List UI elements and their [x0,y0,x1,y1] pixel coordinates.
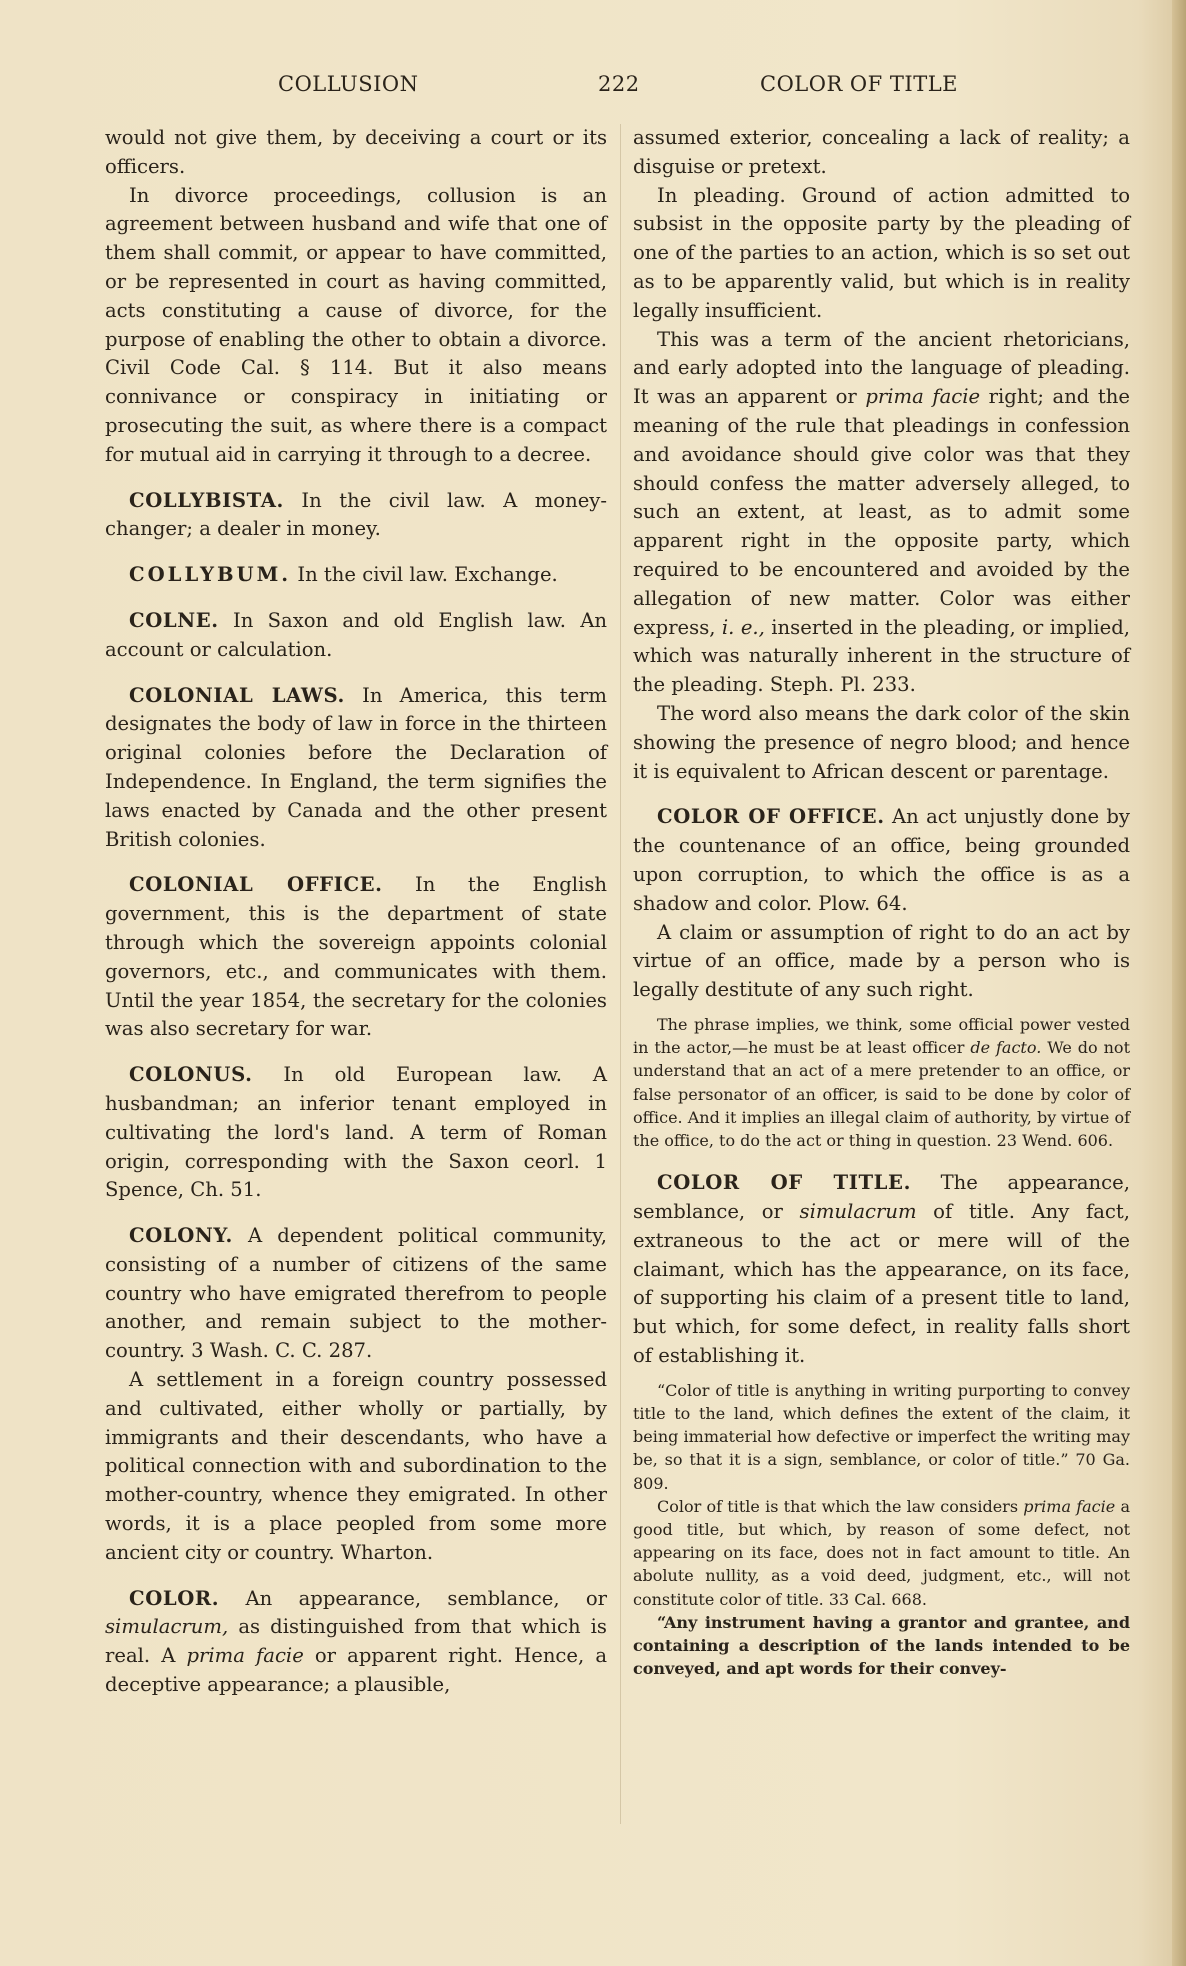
definition: An act unjustly done by the countenance of an office, being grounded upon corruption, to which the office is as a shadow and color. Plow. 64. [633,805,1130,915]
note-part: We do not understand that an act of a mere pretender to an office, or false personator of an officer, is said to be done by color of office. And it implies an illegal claim of authority, by virtue of the office, to do the act or thing in question. 23 Wend. 606. [633,1038,1130,1150]
definition: In the civil law. Exchange. [297,563,558,587]
entry-collybum [105,561,607,590]
definition: In the civil law. A money-changer; a dealer in money. [105,488,607,541]
text-part: right; and the meaning of the rule that pleadings in confession and avoidance should give color was that they should confess the matter adversely alleged, to such an extent, at least, as to admit some apparent right in the opposite party, which required to be encountered and avoided by the allegation of new matter. Color was either express, [633,385,1131,639]
definition: In Saxon and old English law. An account or calculation. [105,608,607,661]
headword: COLLYBISTA. [129,488,284,512]
entry-colony [105,1222,607,1366]
entry-colonus [105,1061,607,1205]
definition: In America, this term designates the body of law in force in the thirteen original colonies before the Declaration of Independence. In England, the term signifies the laws enacted by Canada and the other present British colonies. [105,683,607,851]
definition-part: as distinguished from that which is real. A [105,1615,607,1668]
left-column [105,124,607,1700]
color-of-office-note [633,1013,1130,1152]
note-italic: de facto. [970,1038,1042,1058]
definition: In the English government, this is the department of state through which the sovereign appoints colonial governors, etc., and communicates with them. Until the year 1854, the secretary for the colonies was also secretary for war. [105,873,608,1041]
colony-second-paragraph: A settlement in a foreign country possessed and cultivated, either wholly or partially, by immigrants and their descendants, who have a political connection with and subordination to the mother-country, whence they emigrated. In other words, it is a place peopled from some more ancient city or country. Wharton. [105,1368,607,1564]
text-italic: i. e., [721,615,765,639]
running-header [0,72,1186,102]
page-number: 222 [598,72,640,96]
headword: COLONY. [129,1224,233,1248]
right-column [633,124,1130,1680]
headword: COLONIAL OFFICE. [129,873,383,897]
header-right-guide-word: COLOR OF TITLE [760,72,958,96]
color-of-office-second-paragraph: A claim or assumption of right to do an act by virtue of an office, made by a person who is legally destitute of any such right. [633,920,1130,1002]
collusion-continuation: would not give them, by deceiving a court or its officers. [105,126,607,178]
headword: COLOR. [129,1586,220,1610]
text-italic: prima facie [865,385,981,409]
entry-color-of-office [633,803,1130,918]
definition-part: An appearance, semblance, or [245,1586,608,1610]
note-italic: prima facie [1023,1496,1116,1516]
definition-part: The appearance, semblance, or [633,1171,1130,1223]
color-of-title-note-3: “Any instrument having a grantor and grantee, and containing a description of the lands intended to be conveyed, and apt words for their convey- [633,1612,1130,1679]
headword: COLOR OF OFFICE. [657,805,885,829]
color-skin-paragraph: The word also means the dark color of the skin showing the presence of negro blood; and hence it is equivalent to African descent or parentage. [633,701,1130,783]
header-left-guide-word: COLLUSION [278,72,419,96]
text-part: inserted in the pleading, or implied, which was naturally inherent in the structure of the pleading. Steph. Pl. 233. [633,615,1130,697]
headword: COLONIAL LAWS. [129,683,345,707]
color-continuation: assumed exterior, concealing a lack of reality; a disguise or pretext. [633,126,1130,178]
entry-colonial-laws [105,682,607,855]
color-rhetoricians-paragraph [633,326,1130,700]
color-of-title-note-1: “Color of title is anything in writing purporting to convey title to the land, which defines the extent of the claim, it being immaterial how defective or imperfect the writing may be, so that it is a sign, semblance, or color of title.” 70 Ga. 809. [633,1380,1130,1493]
headword: COLNE. [129,608,219,632]
page-edge [1172,0,1186,1966]
definition-italic: simulacrum, [105,1615,229,1639]
note-part: Color of title is that which the law considers [657,1496,1024,1516]
definition-part: of title. Any fact, extraneous to the act or mere will of the claimant, which has the appearance, on its face, of supporting his claim of a present title to land, but which, for some defect, in reality falls short of establishing it. [633,1199,1130,1367]
headword: COLLYBUM. [129,563,292,587]
entry-color [105,1585,607,1700]
definition-italic: prima facie [186,1644,304,1668]
collusion-divorce-paragraph: In divorce proceedings, collusion is an agreement between husband and wife that one of them shall commit, or appear to have committed, or be represented in court as having committed, acts constituting a cause of divorce, for the purpose of enabling the other to obtain a divorce. Civil Code Cal. § 114. But it also means connivance or conspiracy in initiating or prosecuting the suit, as where there is a compact for mutual aid in carrying it through to a decree. [105,183,607,466]
entry-collybista [105,487,607,545]
entry-colne [105,607,607,665]
column-divider [620,124,621,1824]
definition: A dependent political community, consisting of a number of citizens of the same country who have emigrated therefrom to people another, and remain subject to the mother-country. 3 Wash. C. C. 287. [105,1224,607,1363]
text-part: This was a term of the ancient rhetoricians, and early adopted into the language of pleading. It was an apparent or [633,327,1130,409]
headword: COLOR OF TITLE. [657,1171,911,1195]
entry-colonial-office [105,871,607,1044]
color-pleading-paragraph: In pleading. Ground of action admitted to subsist in the opposite party by the pleading of one of the parties to an action, which is so set out as to be apparently valid, but which is in reality legally insufficient. [633,183,1130,322]
entry-color-of-title [633,1169,1130,1371]
note-part: The phrase implies, we think, some official power vested in the actor,—he must be at least officer [633,1014,1130,1058]
definition-italic: simulacrum [799,1199,917,1223]
headword: COLONUS. [129,1063,253,1087]
definition: In old European law. A husbandman; an inferior tenant employed in cultivating the lord's land. A term of Roman origin, corresponding with the Saxon ceorl. 1 Spence, Ch. 51. [105,1063,607,1202]
color-of-title-note-2 [633,1495,1130,1611]
note-part: a good title, but which, by reason of some defect, not appearing on its face, does not in fact amount to title. An abolute nullity, as a void deed, judgment, etc., will not constitute color of title. 33 Cal. 668. [633,1496,1131,1609]
definition-part: or apparent right. Hence, a deceptive appearance; a plausible, [105,1644,608,1697]
